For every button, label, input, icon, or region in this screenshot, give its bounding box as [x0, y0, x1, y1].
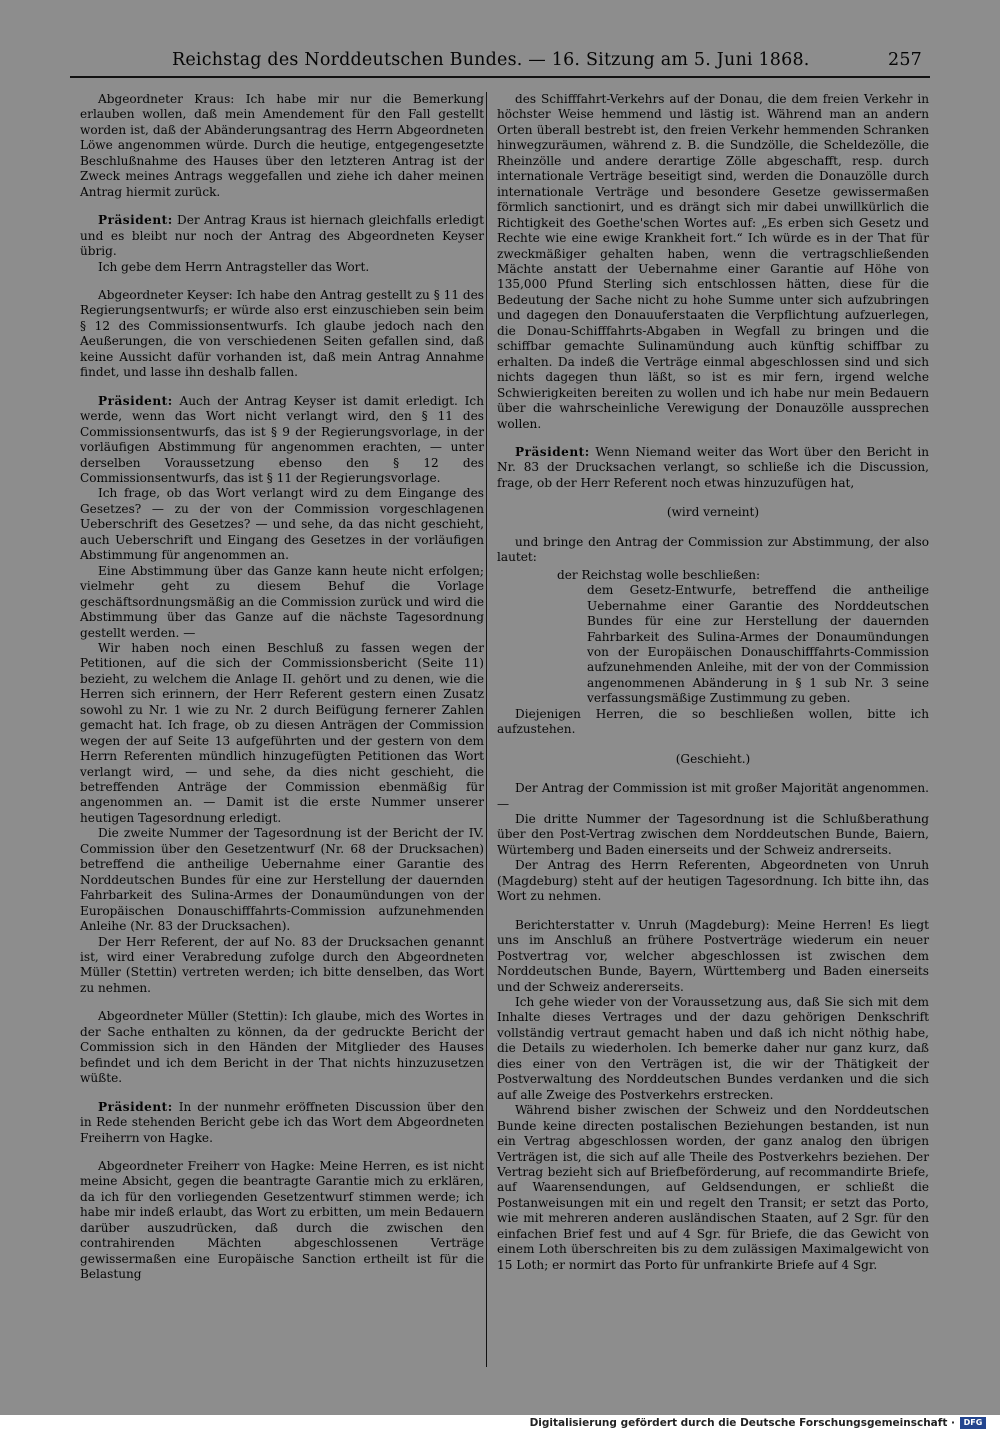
- paragraph: [497, 92, 929, 432]
- paragraph: [497, 535, 929, 566]
- speaker-label: Präsident:: [98, 213, 173, 228]
- paragraph: [80, 826, 484, 934]
- paragraph: [497, 445, 929, 491]
- paragraph-text: (Geschieht.): [675, 751, 751, 766]
- paragraph: [497, 858, 929, 904]
- paragraph: [80, 486, 484, 563]
- paragraph-text: Die zweite Nummer der Tagesordnung ist der Bericht der IV. Commission über den Gesetzentwurf (Nr. 68 der Drucksachen) betreffend die antheilige Uebernahme einer Garantie des Norddeutschen Bundes für eine zur Herstellung der dauernden Fahrbarkeit des Sulina-Armes der Donaumündungen von der Europäischen Donauschifffahrts-Commission aufzunehmenden Anleihe (Nr. 83 der Drucksachen).: [80, 826, 484, 934]
- paragraph: [497, 781, 929, 812]
- header-rule: [70, 76, 930, 78]
- paragraph: [80, 213, 484, 259]
- speaker-label: Präsident:: [98, 393, 173, 408]
- paragraph-text: Ich gehe wieder von der Voraussetzung aus, daß Sie sich mit dem Inhalte dieses Vertrages und der dazu gehörigen Denkschrift vollständig vertraut gemacht haben und daß ich nicht nöthig habe, die Details zu wiederholen. Ich bemerke daher nur ganz kurz, daß dies einer von den Verträgen ist, die wir der Thätigkeit der Postverwaltung des Norddeutschen Bundes verdanken und die sich auf alle Zweige des Postverkehrs erstrecken.: [497, 995, 929, 1102]
- paragraph-text: Ich frage, ob das Wort verlangt wird zu dem Eingange des Gesetzes? — zu der von der Commission vorgeschlagenen Ueberschrift des Gesetzes? — und sehe, da das nicht geschieht, auch Ueberschrift und Eingang des Gesetzes in der vorläufigen Abstimmung für angenommen an.: [80, 486, 484, 563]
- paragraph-text: (wird verneint): [666, 505, 760, 520]
- paragraph-text: Während bisher zwischen der Schweiz und den Norddeutschen Bunde keine directen postalischen Beziehungen bestanden, ist nun ein Vertrag abgeschlossen worden, der ganz analog den übrigen Verträgen ist, die sich auf alle Theile des Postverkehrs beziehen. Der Vertrag bezieht sich auf Briefbeförderung, auf recommandirte Briefe, auf Waarensendungen, auf Geldsendungen, er schließt die Postanweisungen mit ein und regelt den Transit; er setzt das Porto, wie mit mehreren anderen ausländischen Staaten, auf 2 Sgr. für den einfachen Brief fest und auf 4 Sgr. für Briefe, die das Gewicht von einem Loth überschreiten bis zu dem zulässigen Maximalgewicht von 15 Loth; er normirt das Porto für unfrankirte Briefe auf 4 Sgr.: [497, 1103, 929, 1272]
- column-divider: [486, 92, 487, 1367]
- funding-notice: Digitalisierung gefördert durch die Deutsche Forschungsgemeinschaft ·: [529, 1417, 955, 1429]
- paragraph-text: Die dritte Nummer der Tagesordnung ist die Schlußberathung über den Post-Vertrag zwischen dem Norddeutschen Bunde, Baiern, Würtemberg und Baden einerseits und der Schweiz andrerseits.: [497, 812, 929, 857]
- paragraph-text: Abgeordneter Keyser: Ich habe den Antrag gestellt zu § 11 des Regierungsentwurfs; er würde also erst einzuschieben sein beim § 12 des Commissionsentwurfs. Ich glaube jedoch nach den Aeußerungen, die von verschiedenen Seiten gefallen sind, daß keine Aussicht dafür vorhanden ist, daß mein Antrag Annahme findet, und lasse ihn deshalb fallen.: [80, 287, 484, 380]
- paragraph: [80, 1100, 484, 1146]
- paragraph-text: Wenn Niemand weiter das Wort über den Bericht in Nr. 83 der Drucksachen verlangt, so schließe ich die Discussion, frage, ob der Herr Referent noch etwas hinzuzufügen hat,: [497, 444, 929, 490]
- paragraph-text: Wir haben noch einen Beschluß zu fassen wegen der Petitionen, auf die sich der Commissionsbericht (Seite 11) bezieht, zu welchem die Anlage II. gehört und zu denen, wie die Herren sich erinnern, der Herr Referent gestern einen Zusatz sowohl zu Nr. 1 wie zu Nr. 2 durch Beifügung fernerer Zahlen gemacht hat. Ich frage, ob zu diesen Anträgen der Commission wegen der auf Seite 13 aufgeführten und der gestern von dem Herrn Referenten mündlich hinzugefügten Petitionen das Wort verlangt wird, — und sehe, da dies nicht geschieht, die betreffenden Anträge der Commission ebenmäßig für angenommen an. — Damit ist die erste Nummer unserer heutigen Tagesordnung erledigt.: [80, 640, 484, 825]
- page-header: [70, 46, 930, 78]
- paragraph: [80, 260, 484, 275]
- paragraph: [80, 1159, 484, 1283]
- paragraph: [497, 918, 929, 995]
- speaker-label: Präsident:: [515, 444, 590, 459]
- paragraph-text: Der Antrag der Commission ist mit großer Majorität angenommen. —: [497, 781, 929, 811]
- paragraph-text: dem Gesetz-Entwurfe, betreffend die antheilige Uebernahme einer Garantie des Norddeutschen Bundes für eine zur Herstellung der dauernden Fahrbarkeit des Sulina-Armes der Donaumündungen von der Europäischen Donauschifffahrts-Commission aufzunehmenden Anleihe, mit der von der Commission angenommenen Abänderung in § 1 sub Nr. 3 seine verfassungsmäßige Zustimmung zu geben.: [587, 583, 929, 706]
- paragraph-text: Ich gebe dem Herrn Antragsteller das Wort.: [98, 259, 370, 274]
- paragraph-text: und bringe den Antrag der Commission zur Abstimmung, der also lautet:: [497, 534, 929, 565]
- page-number: 257: [887, 50, 922, 70]
- paragraph: [80, 564, 484, 641]
- paragraph-text: Abgeordneter Müller (Stettin): Ich glaube, mich des Wortes in der Sache enthalten zu können, da der gedruckte Bericht der Commission sich in den Händen der Mitglieder des Hauses befindet und ich dem Bericht in der That nichts hinzuzusetzen wüßte.: [80, 1009, 484, 1086]
- dfg-logo: DFG: [960, 1417, 986, 1429]
- paragraph-text: Der Antrag des Herrn Referenten, Abgeordneten von Unruh (Magdeburg) steht auf der heutigen Tagesordnung. Ich bitte ihn, das Wort zu nehmen.: [497, 858, 929, 904]
- right-column: [497, 92, 929, 1273]
- left-column: [80, 92, 484, 1283]
- paragraph: [587, 583, 929, 707]
- paragraph: [80, 394, 484, 487]
- footer-bar: [0, 1415, 1000, 1432]
- paragraph: [80, 288, 484, 381]
- paragraph: [557, 567, 929, 583]
- paragraph: [80, 641, 484, 826]
- paragraph-text: Abgeordneter Freiherr von Hagke: Meine Herren, es ist nicht meine Absicht, gegen die beantragte Garantie mich zu erklären, da ich für den vorliegenden Gesetzentwurf stimmen werde; ich habe mir indeß erlaubt, das Wort zu erbitten, um mein Bedauern darüber auszudrücken, daß durch die zwischen den contrahirenden Mächten abgeschlossenen Verträge gewissermaßen eine Europäische Sanction ertheilt ist für die Belastung: [80, 1159, 484, 1282]
- paragraph-text: Eine Abstimmung über das Ganze kann heute nicht erfolgen; vielmehr geht zu diesem Behuf die Vorlage geschäftsordnungsmäßig an die Commission zurück und wird die Abstimmung über das Ganze auf die nächste Tagesordnung gestellt werden. —: [80, 563, 484, 640]
- paragraph: [80, 92, 484, 200]
- paragraph: [497, 995, 929, 1103]
- paragraph: [497, 1103, 929, 1273]
- speaker-label: Präsident:: [98, 1099, 173, 1114]
- paragraph: [497, 505, 929, 520]
- paragraph: [497, 707, 929, 738]
- paragraph-text: der Reichstag wolle beschließen:: [557, 567, 761, 582]
- paragraph: [497, 812, 929, 858]
- paragraph-text: Diejenigen Herren, die so beschließen wollen, bitte ich aufzustehen.: [497, 706, 929, 737]
- paragraph-text: Berichterstatter v. Unruh (Magdeburg): Meine Herren! Es liegt uns im Anschluß an frühere Postverträge wiederum ein neuer Postvertrag vor, welcher abgeschlossen ist zwischen dem Norddeutschen Bunde, Bayern, Württemberg und Baden einerseits und der Schweiz andererseits.: [497, 917, 929, 994]
- paragraph-text: Der Antrag Kraus ist hiernach gleichfalls erledigt und es bleibt nur noch der Antrag des Abgeordneten Keyser übrig.: [80, 213, 484, 259]
- paragraph: [80, 935, 484, 997]
- paragraph-text: Der Herr Referent, der auf No. 83 der Drucksachen genannt ist, wird einer Verabredung zufolge durch den Abgeordneten Müller (Stettin) vertreten werden; ich bitte denselben, das Wort zu nehmen.: [80, 934, 484, 995]
- paragraph-text: Auch der Antrag Keyser ist damit erledigt. Ich werde, wenn das Wort nicht verlangt wird, den § 11 des Commissionsentwurfs, das ist § 9 der Regierungsvorlage, in der vorläufigen Abstimmung für angenommen erachten, — unter derselben Voraussetzung ebenso den § 12 des Commissionsentwurfs, das ist § 11 der Regierungsvorlage.: [80, 393, 484, 485]
- running-title: Reichstag des Norddeutschen Bundes. — 16. Sitzung am 5. Juni 1868.: [172, 50, 810, 70]
- paragraph-text: In der nunmehr eröffneten Discussion über den in Rede stehenden Bericht gebe ich das Wort dem Abgeordneten Freiherrn von Hagke.: [80, 1099, 484, 1145]
- paragraph-text: des Schifffahrt-Verkehrs auf der Donau, die dem freien Verkehr in höchster Weise hemmend und lästig ist. Während man an andern Orten überall bestrebt ist, den freien Verkehr hemmenden Schranken hinwegzuräumen, während z. B. die Sundzölle, die Scheldezölle, die Rheinzölle und andere derartige Zölle abgeschafft, resp. durch internationale Verträge beseitigt sind, werden die Donauzölle durch internationale Verträge und besondere Gesetze gewissermaßen förmlich sanctionirt, und es drängt sich mir dabei unwillkürlich die Richtigkeit des Goethe'schen Wortes auf: „Es erben sich Gesetz und Rechte wie eine ewige Krankheit fort.“ Ich würde es in der That für zweckmäßiger gehalten haben, wenn die vertragschließenden Mächte anstatt der Uebernahme einer Garantie auf Höhe von 135,000 Pfund Sterling sich entschlossen hätten, diese für die Bedeutung der Sache nicht zu hohe Summe unter sich aufzubringen und dagegen den Donauuferstaaten die Verpflichtung aufzuerlegen, die Donau-Schifffahrts-Abgaben in Wegfall zu bringen und die schiffbar gemachte Sulinamündung auch künftig schiffbar zu erhalten. Da indeß die Verträge einmal abgeschlossen sind und sich nichts dagegen thun läßt, so ist es mir fern, irgend welche Schwierigkeiten bereiten zu wollen und ich habe nur mein Bedauern über die wahrscheinliche Verewigung der Donauzölle aussprechen wollen.: [497, 92, 929, 431]
- paragraph: [80, 1009, 484, 1086]
- paragraph-text: Abgeordneter Kraus: Ich habe mir nur die Bemerkung erlauben wollen, daß mein Amendement für den Fall gestellt worden ist, daß der Abänderungsantrag des Herrn Abgeordneten Löwe angenommen würde. Durch die heutige, entgegengesetzte Beschlußnahme des Hauses über den letzteren Antrag ist der Zweck meines Antrags weggefallen und ziehe ich daher meinen Antrag hiermit zurück.: [80, 92, 484, 199]
- paragraph: [497, 752, 929, 767]
